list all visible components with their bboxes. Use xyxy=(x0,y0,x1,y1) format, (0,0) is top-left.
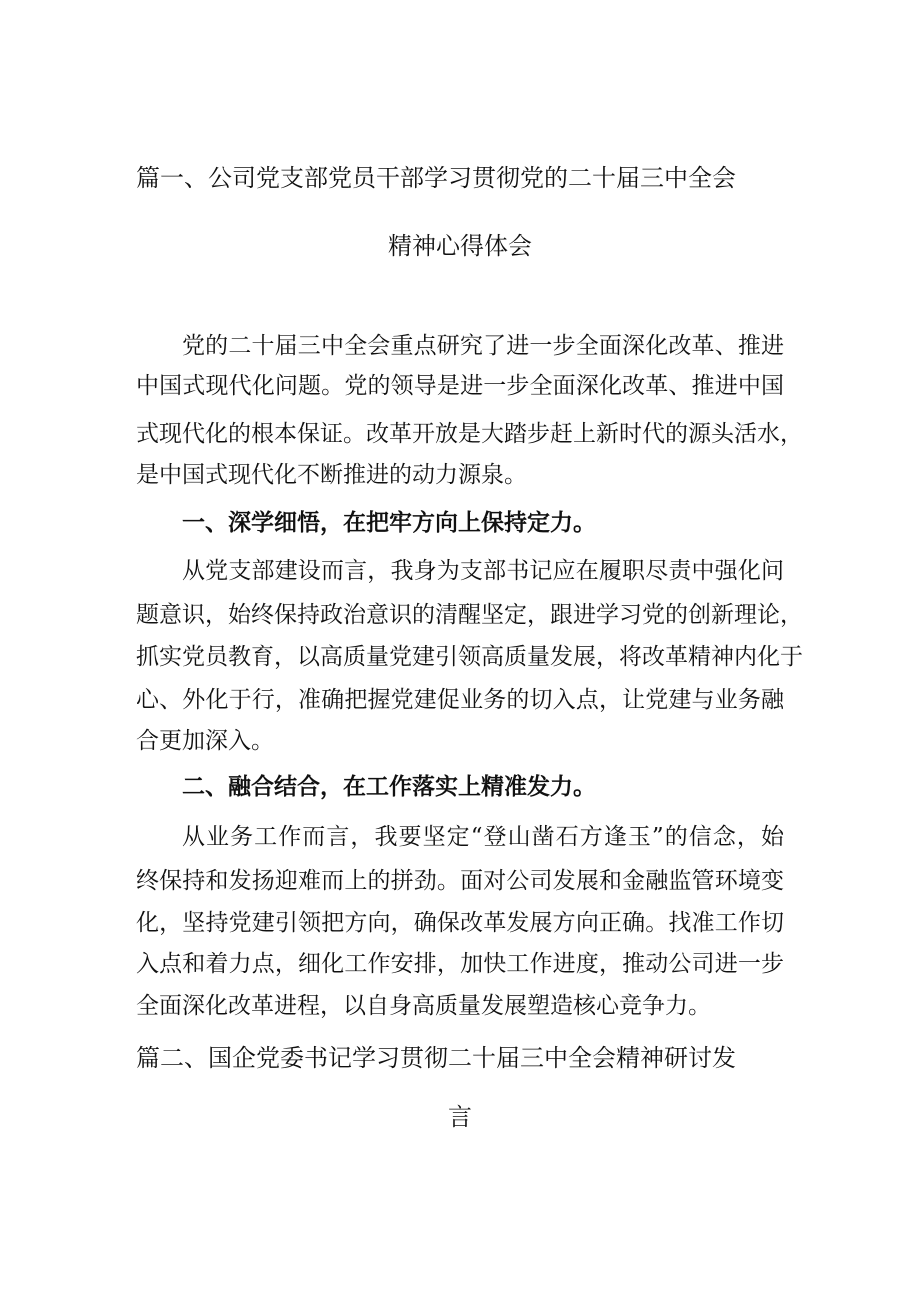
para3-line5: 全面深化改革进程，以自身高质量发展塑造核心竞争力。 xyxy=(136,993,711,1019)
para3-line2: 终保持和发扬迎难而上的拼劲。面对公司发展和金融监管环境变 xyxy=(136,868,784,894)
para2-line3: 抓实党员教育，以高质量党建引领高质量发展，将改革精神内化于 xyxy=(136,644,803,670)
article2-title-line2: 言 xyxy=(448,1103,472,1131)
para2-line2: 题意识，始终保持政治意识的清醒坚定，跟进学习党的创新理论， xyxy=(136,602,803,628)
article2-title-line1: 篇二、国企党委书记学习贯彻二十届三中全会精神研讨发 xyxy=(136,1044,736,1072)
para3-line3: 化，坚持党建引领把方向，确保改革发展方向正确。找准工作切 xyxy=(136,910,784,936)
article1-title-line1: 篇一、公司党支部党员干部学习贯彻党的二十届三中全会 xyxy=(136,164,736,192)
section-heading-2: 二、融合结合，在工作落实上精准发力。 xyxy=(182,774,596,800)
article1-title-line2: 精神心得体会 xyxy=(388,232,532,260)
para1-line3: 式现代化的根本保证。改革开放是大踏步赶上新时代的源头活水， xyxy=(136,421,803,447)
para2-line1: 从党支部建设而言，我身为支部书记应在履职尽责中强化问 xyxy=(182,558,784,584)
para3-line1: 从业务工作而言，我要坚定“登山凿石方逢玉”的信念，始 xyxy=(182,824,784,850)
para1-line2: 中国式现代化问题。党的领导是进一步全面深化改革、推进中国 xyxy=(136,373,784,399)
para1-line4: 是中国式现代化不断推进的动力源泉。 xyxy=(136,462,527,488)
para1-line1: 党的二十届三中全会重点研究了进一步全面深化改革、推进 xyxy=(182,333,784,359)
para2-line5: 合更加深入。 xyxy=(136,728,274,754)
section-heading-1: 一、深学细悟，在把牢方向上保持定力。 xyxy=(182,510,596,536)
para2-line4: 心、外化于行，准确把握党建促业务的切入点，让党建与业务融 xyxy=(136,687,784,713)
para3-line4: 入点和着力点，细化工作安排，加快工作进度，推动公司进一步 xyxy=(136,951,784,977)
